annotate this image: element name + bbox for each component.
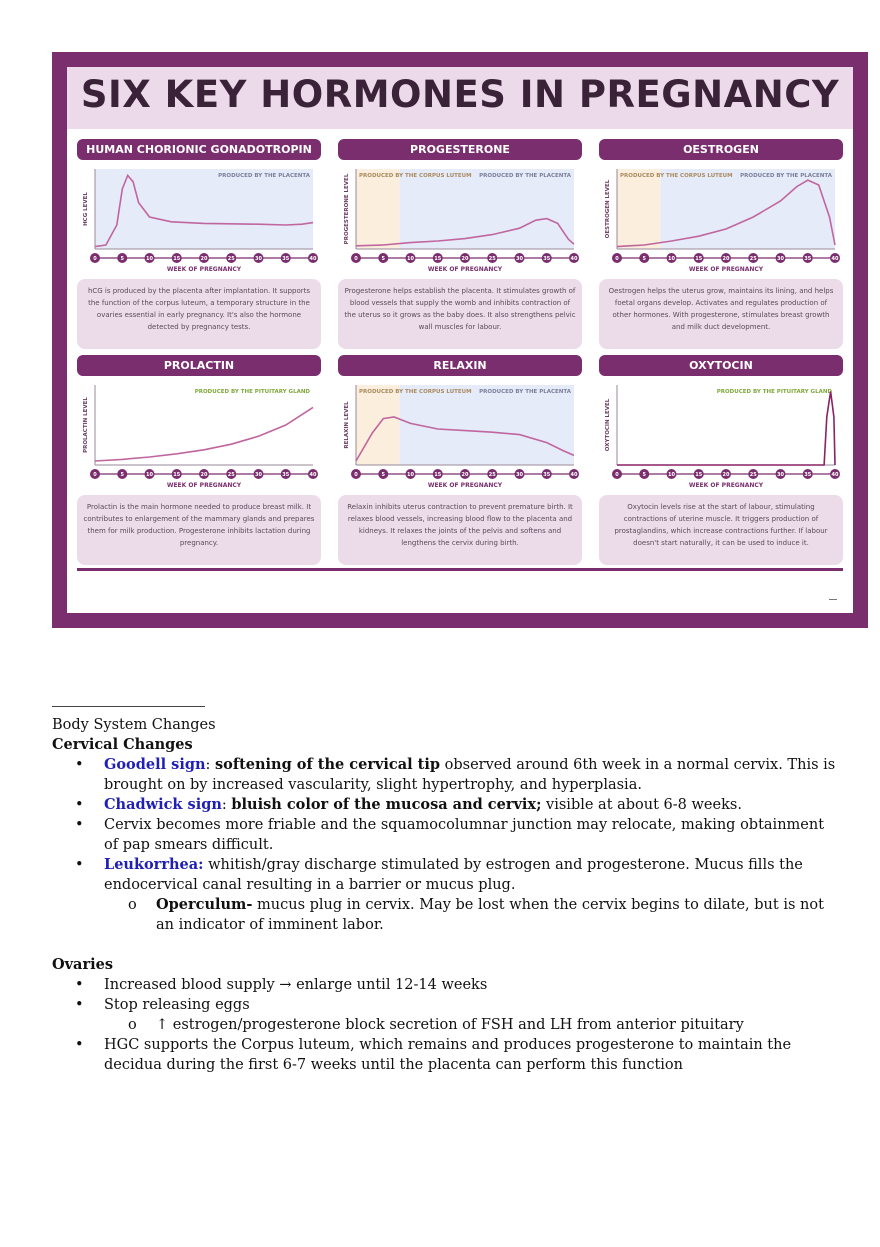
tick-label: 20 (722, 472, 730, 478)
tick-label: 0 (615, 472, 619, 478)
source-label: PRODUCED BY THE CORPUS LUTEUM (620, 173, 733, 179)
source-label: PRODUCED BY THE PLACENTA (479, 173, 571, 179)
x-axis-label: WEEK OF PREGNANCY (688, 266, 764, 273)
panel-hcg-description: hCG is produced by the placenta after implantation. It supports the function of the corpus luteum, a temporary structure in the ovaries essential in early pregnancy. It's also the hormone detected by pregnancy tests. (77, 279, 321, 349)
tick-label: 5 (120, 472, 124, 478)
panel-hcg-title: HUMAN CHORIONIC GONADOTROPIN (77, 139, 321, 160)
hgc-text: HGC supports the Corpus luteum, which remains and produces progesterone to maintain the decidua during the first 6-7 weeks until the placenta can perform this function (104, 1037, 792, 1073)
list-item (52, 815, 842, 855)
panel-prolactin (77, 355, 321, 565)
list-item (52, 1035, 842, 1075)
panel-progesterone-title: PROGESTERONE (338, 139, 582, 160)
region-placenta (400, 169, 574, 249)
leukorrhea-term: Leukorrhea: (104, 856, 204, 873)
source-label: PRODUCED BY THE PITUITARY GLAND (194, 389, 310, 395)
y-axis-label: OXYTOCIN LEVEL (605, 398, 611, 452)
panel-relaxin (338, 355, 582, 565)
goodell-term: Goodell sign (104, 756, 206, 773)
tick-label: 40 (309, 256, 317, 262)
tick-label: 5 (642, 256, 646, 262)
panel-oxytocin-description: Oxytocin levels rise at the start of labour, stimulating contractions of uterine muscle. It triggers production of prostaglandins, which increase contractions further. If labour doesn't start naturally, it can be used to induce it. (599, 495, 843, 565)
tick-label: 30 (777, 472, 784, 478)
tick-label: 15 (695, 472, 703, 478)
panel-relaxin-description: Relaxin inhibits uterus contraction to prevent premature birth. It relaxes blood vessels, increasing blood flow to the placenta and kidneys. It relaxes the joints of the pelvis and softens and lengthens the cervix during birth. (338, 495, 582, 565)
panel-oestrogen-title: OESTROGEN (599, 139, 843, 160)
infographic-card (67, 67, 853, 613)
panel-oestrogen-description: Oestrogen helps the uterus grow, maintains its lining, and helps foetal organs develop. Activates and regulates production of other hormones. With progesterone, stimulates breast growth and milk duct development. (599, 279, 843, 349)
y-axis-label: PROLACTIN LEVEL (83, 397, 89, 453)
tick-label: 40 (831, 256, 839, 262)
source-label: PRODUCED BY THE PLACENTA (218, 173, 310, 179)
footnote-separator (52, 706, 205, 707)
tick-label: 30 (255, 256, 262, 262)
panel-hcg (77, 139, 321, 349)
tick-label: 20 (461, 472, 469, 478)
tick-label: 25 (488, 256, 496, 262)
stop-eggs-text: Stop releasing eggs (104, 997, 250, 1013)
chadwick-colon: : (221, 797, 227, 813)
x-axis-label: WEEK OF PREGNANCY (166, 482, 242, 489)
chadwick-term: Chadwick sign (104, 796, 222, 813)
tick-label: 25 (488, 472, 496, 478)
tick-label: 5 (642, 472, 646, 478)
hcg-chart (77, 163, 321, 275)
y-axis-label: RELAXIN LEVEL (344, 401, 350, 449)
region-placenta (95, 169, 313, 249)
tick-label: 0 (615, 256, 619, 262)
bullet: • (75, 977, 84, 993)
tick-label: 30 (255, 472, 262, 478)
tick-label: 35 (282, 256, 290, 262)
title-band (67, 67, 853, 129)
list-item (52, 1015, 842, 1035)
x-axis-label: WEEK OF PREGNANCY (427, 266, 503, 273)
panel-relaxin-title: RELAXIN (338, 355, 582, 376)
x-axis-label: WEEK OF PREGNANCY (427, 482, 503, 489)
source-label: PRODUCED BY THE CORPUS LUTEUM (359, 173, 472, 179)
tick-label: 20 (200, 256, 208, 262)
y-axis-label: OESTROGEN LEVEL (605, 179, 611, 239)
sub-bullet: o (128, 897, 137, 913)
tick-label: 25 (227, 256, 235, 262)
bullet: • (75, 997, 84, 1013)
oestrogen-chart (599, 163, 843, 275)
region-luteum (356, 169, 400, 249)
tick-label: 40 (570, 472, 578, 478)
leukorrhea-text: whitish/gray discharge stimulated by estrogen and progesterone. Mucus fills the endocervical canal resulting in a barrier or mucus plug. (104, 857, 803, 893)
tick-label: 40 (831, 472, 839, 478)
tick-label: 35 (804, 256, 812, 262)
bullet: • (75, 817, 84, 833)
panel-prolactin-description: Prolactin is the main hormone needed to produce breast milk. It contributes to enlargement of the mammary glands and prepares them for milk production. Progesterone inhibits lactation during pregnancy. (77, 495, 321, 565)
region-pituitary (95, 385, 313, 465)
list-item (52, 855, 842, 895)
goodell-definition: softening of the cervical tip (215, 756, 441, 773)
list-item (52, 895, 842, 935)
source-label: PRODUCED BY THE PLACENTA (740, 173, 832, 179)
tick-label: 15 (173, 256, 181, 262)
bullet: • (75, 797, 84, 813)
region-pituitary (617, 385, 835, 465)
tick-label: 10 (407, 256, 414, 262)
x-axis-label: WEEK OF PREGNANCY (166, 266, 242, 273)
panel-progesterone (338, 139, 582, 349)
tick-label: 30 (516, 256, 523, 262)
cervical-heading: Cervical Changes (52, 736, 193, 753)
tick-label: 25 (749, 472, 757, 478)
tick-label: 0 (354, 256, 358, 262)
signature-mark (829, 599, 837, 600)
progesterone-chart (338, 163, 582, 275)
panel-progesterone-description: Progesterone helps establish the placenta. It stimulates growth of blood vessels that supply the womb and inhibits contraction of the uterus so it grows as the baby does. It also strengthens pelvic wall muscles for labour. (338, 279, 582, 349)
operculum-term: Operculum- (156, 896, 253, 913)
tick-label: 5 (381, 256, 385, 262)
relaxin-chart (338, 379, 582, 491)
ovaries-list (52, 975, 842, 1075)
tick-label: 5 (120, 256, 124, 262)
tick-label: 25 (749, 256, 757, 262)
tick-label: 20 (461, 256, 469, 262)
cervical-list (52, 755, 842, 935)
goodell-text: observed around 6th week in a normal cervix. This is brought on by increased vascularity, slight hypertrophy, and hyperplasia. (104, 757, 836, 793)
oxytocin-chart (599, 379, 843, 491)
blood-supply-text: Increased blood supply → enlarge until 12-14 weeks (104, 977, 488, 993)
friable-text: Cervix becomes more friable and the squamocolumnar junction may relocate, making obtainment of pap smears difficult. (104, 817, 825, 853)
tick-label: 40 (309, 472, 317, 478)
tick-label: 0 (93, 256, 97, 262)
tick-label: 25 (227, 472, 235, 478)
tick-label: 0 (354, 472, 358, 478)
tick-label: 35 (282, 472, 290, 478)
hormone-block-text: ↑ estrogen/progesterone block secretion of FSH and LH from anterior pituitary (156, 1017, 744, 1033)
list-item (52, 755, 842, 795)
tick-label: 0 (93, 472, 97, 478)
tick-label: 15 (695, 256, 703, 262)
goodell-colon: : (205, 757, 211, 773)
infographic-title: SIX KEY HORMONES IN PREGNANCY (80, 73, 840, 116)
prolactin-chart (77, 379, 321, 491)
source-label: PRODUCED BY THE CORPUS LUTEUM (359, 389, 472, 395)
bullet: • (75, 857, 84, 873)
x-axis-label: WEEK OF PREGNANCY (688, 482, 764, 489)
y-axis-label: PROGESTERONE LEVEL (344, 173, 350, 245)
tick-label: 10 (668, 472, 675, 478)
source-label: PRODUCED BY THE PITUITARY GLAND (716, 389, 832, 395)
tick-label: 20 (200, 472, 208, 478)
tick-label: 35 (543, 256, 551, 262)
tick-label: 35 (543, 472, 551, 478)
source-label: PRODUCED BY THE PLACENTA (479, 389, 571, 395)
tick-label: 10 (668, 256, 675, 262)
hormones-infographic (52, 52, 868, 628)
tick-label: 15 (434, 472, 442, 478)
bullet: • (75, 757, 84, 773)
bottom-rule (77, 568, 843, 571)
panel-oxytocin (599, 355, 843, 565)
list-item (52, 995, 842, 1015)
region-placenta (400, 385, 574, 465)
panel-prolactin-title: PROLACTIN (77, 355, 321, 376)
tick-label: 15 (434, 256, 442, 262)
notes-body (52, 715, 842, 1075)
section-heading: Body System Changes (52, 717, 216, 733)
ovaries-heading: Ovaries (52, 956, 113, 973)
y-axis-label: HCG LEVEL (83, 192, 89, 226)
bullet: • (75, 1037, 84, 1053)
tick-label: 35 (804, 472, 812, 478)
chadwick-definition: bluish color of the mucosa and cervix; (231, 796, 542, 813)
list-item (52, 795, 842, 815)
list-item (52, 975, 842, 995)
tick-label: 5 (381, 472, 385, 478)
tick-label: 15 (173, 472, 181, 478)
tick-label: 30 (777, 256, 784, 262)
spacer (52, 935, 842, 955)
chadwick-text: visible at about 6-8 weeks. (546, 797, 742, 813)
tick-label: 20 (722, 256, 730, 262)
region-luteum (617, 169, 661, 249)
tick-label: 40 (570, 256, 578, 262)
sub-bullet: o (128, 1017, 137, 1033)
tick-label: 10 (407, 472, 414, 478)
panel-oxytocin-title: OXYTOCIN (599, 355, 843, 376)
tick-label: 10 (146, 256, 153, 262)
tick-label: 10 (146, 472, 153, 478)
tick-label: 30 (516, 472, 523, 478)
operculum-text: mucus plug in cervix. May be lost when the cervix begins to dilate, but is not an indicator of imminent labor. (156, 897, 824, 933)
panel-oestrogen (599, 139, 843, 349)
